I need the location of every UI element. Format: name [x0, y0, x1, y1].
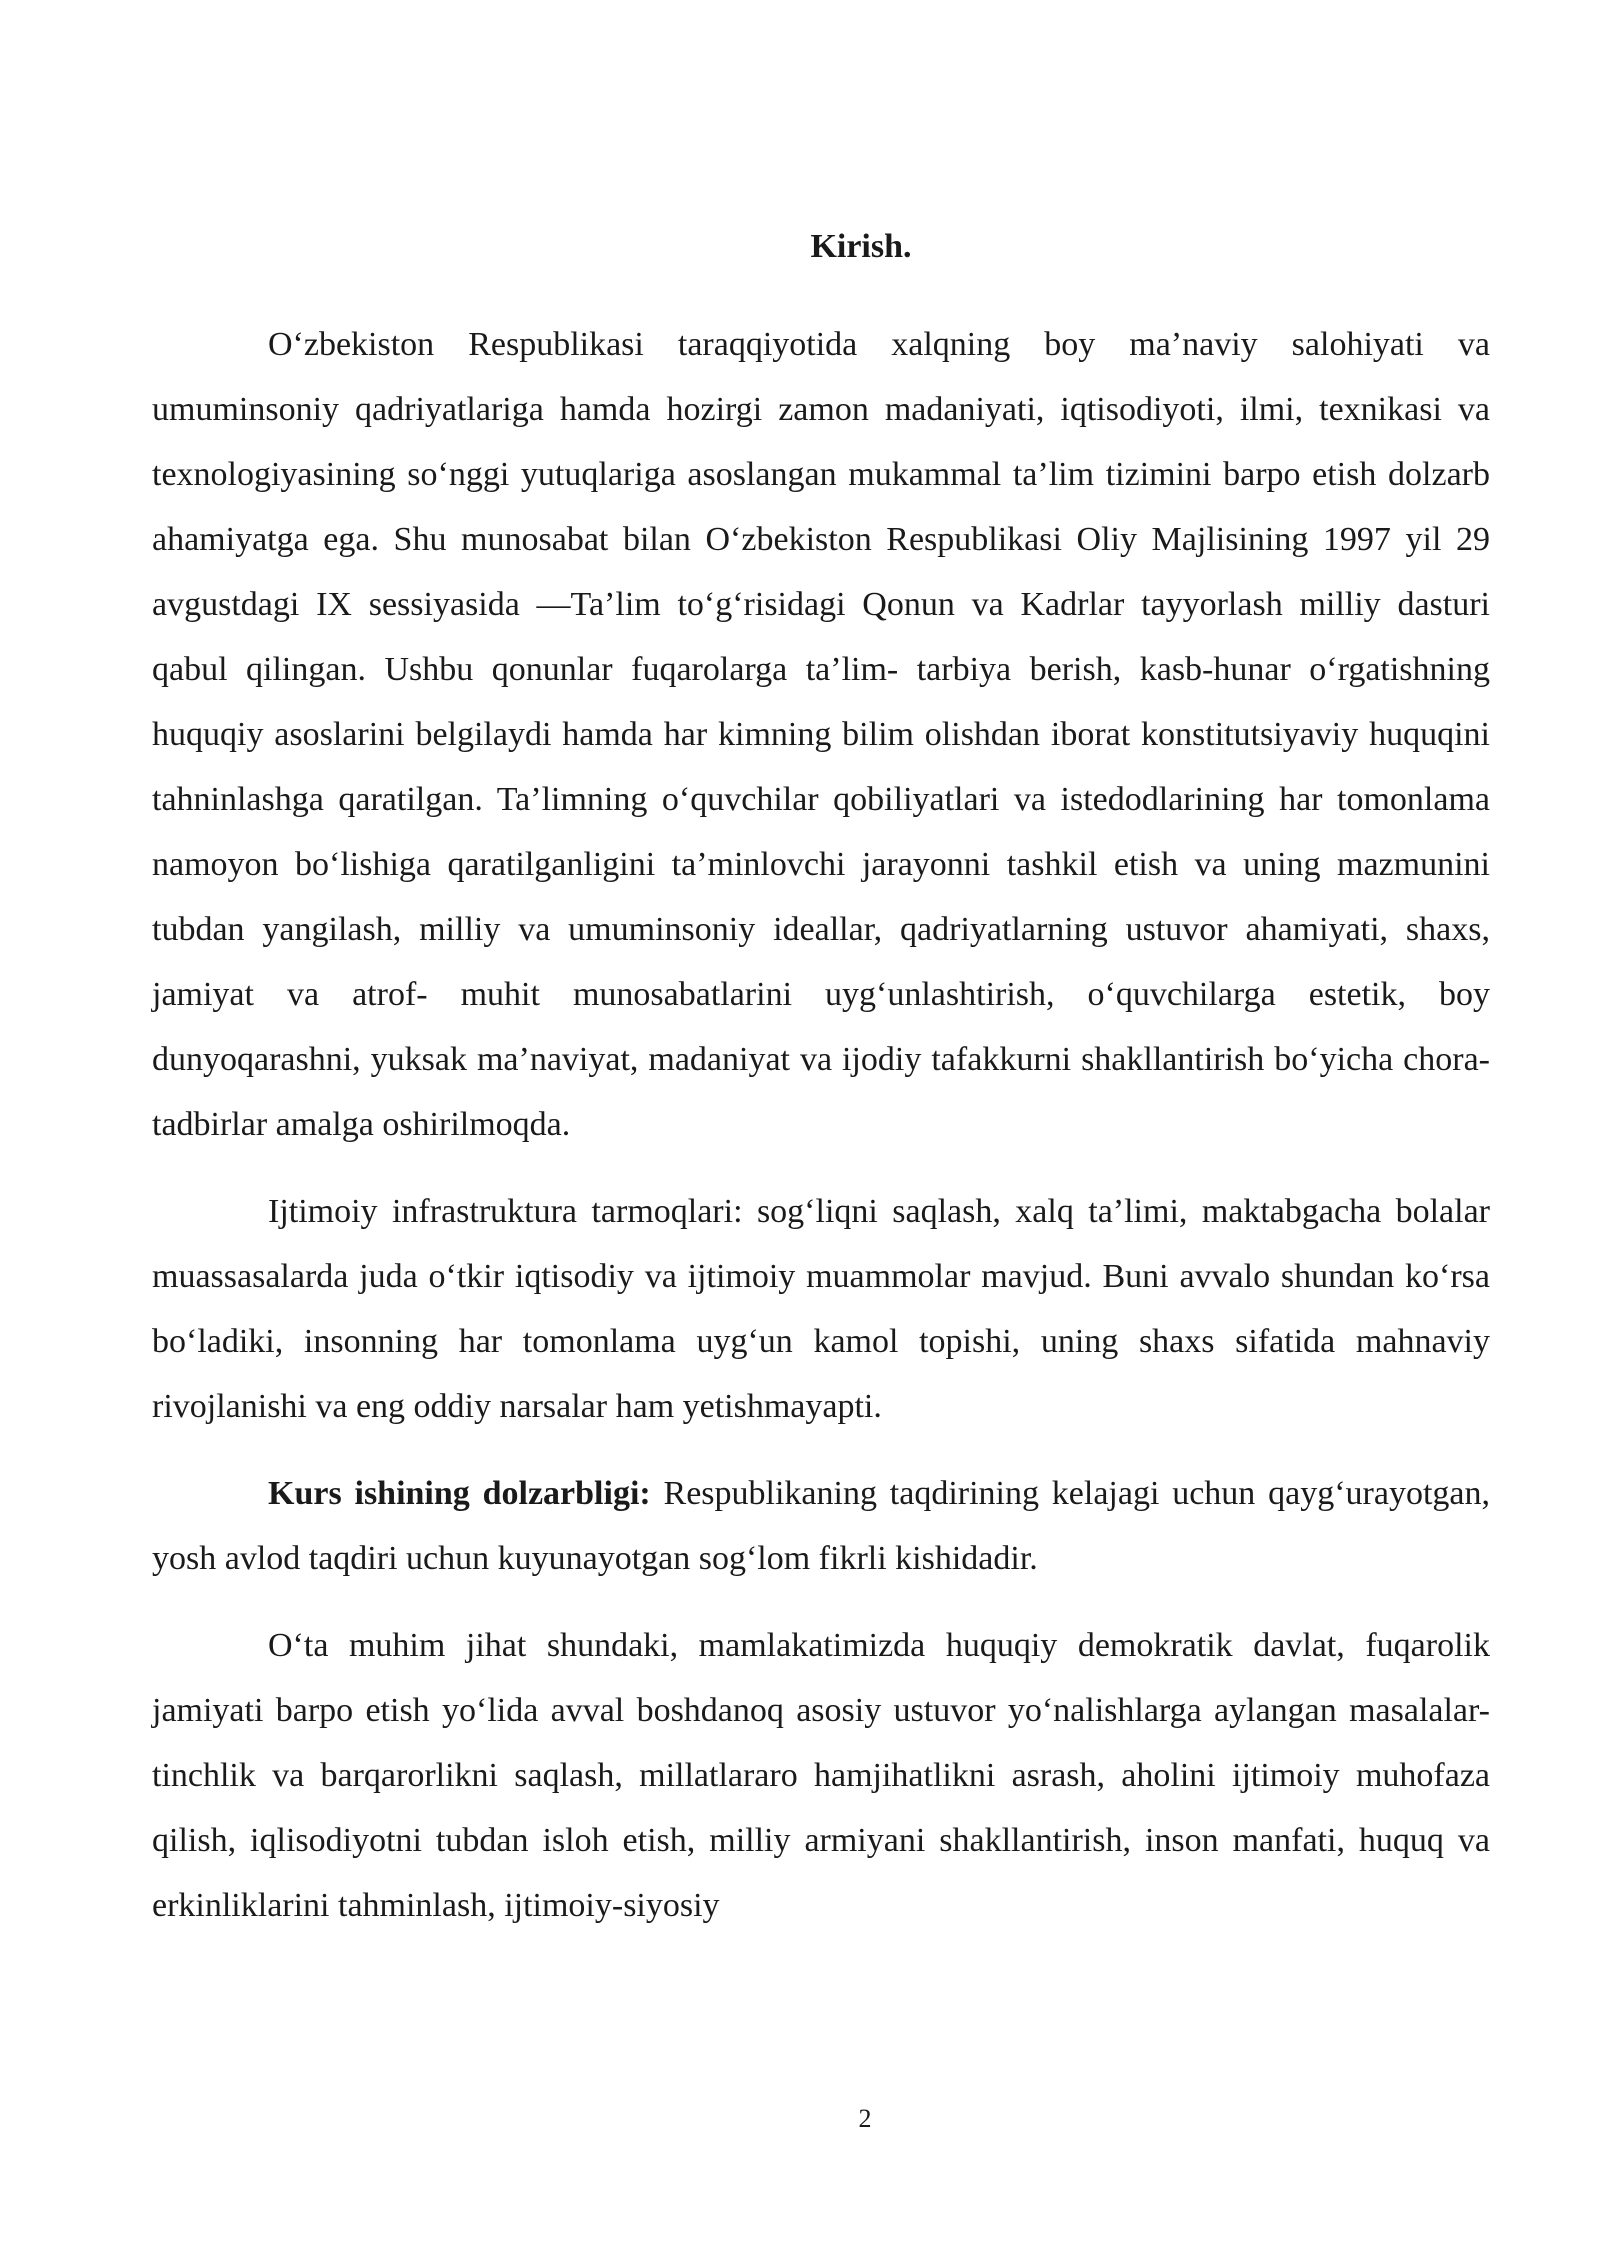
page-title: Kirish.: [810, 228, 912, 265]
paragraph-4: [152, 1613, 1490, 1938]
paragraph-3-text: Respublikaning taqdirining kelajagi uchun qayg‘urayotgan, yosh avlod taqdiri uchun kuyunayotgan sog‘lom fikrli kishidadir.: [152, 1475, 1490, 1577]
paragraph-2-text: Ijtimoiy infrastruktura tarmoqlari: sog‘liqni saqlash, xalq ta’limi, maktabgacha bolalar muassasalarda juda o‘tkir iqtisodiy va ijtimoiy muammolar mavjud. Buni avvalo shundan ko‘rsa bo‘ladiki, insonning har tomonlama uyg‘un kamol topishi, uning shaxs sifatida mahnaviy rivojlanishi va eng oddiy narsalar ham yetishmayapti.: [152, 1193, 1490, 1425]
page-content: [152, 222, 1490, 1960]
page-number: 2: [858, 2104, 872, 2133]
paragraph-3-lead: Kurs ishining dolzarbligi:: [268, 1475, 651, 1512]
paragraph-1-text: O‘zbekiston Respublikasi taraqqiyotida xalqning boy ma’naviy salohiyati va umuminsoniy qadriyatlariga hamda hozirgi zamon madaniyati, iqtisodiyoti, ilmi, texnikasi va texnologiyasining so‘nggi yutuqlariga asoslangan mukammal ta’lim tizimini barpo etish dolzarb ahamiyatga ega. Shu munosabat bilan O‘zbekiston Respublikasi Oliy Majlisining 1997 yil 29 avgustdagi IX sessiyasida ―Ta’lim to‘g‘risidagi Qonun va Kadrlar tayyorlash milliy dasturi qabul qilingan. Ushbu qonunlar fuqarolarga ta’lim- tarbiya berish, kasb-hunar o‘rgatishning huquqiy asoslarini belgilaydi hamda har kimning bilim olishdan iborat konstitutsiyaviy huquqini tahninlashga qaratilgan. Ta’limning o‘quvchilar qobiliyatlari va istedodlarining har tomonlama namoyon bo‘lishiga qaratilganligini ta’minlovchi jarayonni tashkil etish va uning mazmunini tubdan yangilash, milliy va umuminsoniy ideallar, qadriyatlarning ustuvor ahamiyati, shaxs, jamiyat va atrof- muhit munosabatlarini uyg‘unlashtirish, o‘quvchilarga estetik, boy dunyoqarashni, yuksak ma’naviyat, madaniyat va ijodiy tafakkurni shakllantirish bo‘yicha chora- tadbirlar amalga oshirilmoqda.: [152, 326, 1490, 1143]
paragraph-3: [152, 1461, 1490, 1591]
paragraph-2: [152, 1179, 1490, 1439]
paragraph-1: [152, 312, 1490, 1157]
paragraph-4-text: O‘ta muhim jihat shundaki, mamlakatimizda huquqiy demokratik davlat, fuqarolik jamiyati barpo etish yo‘lida avval boshdanoq asosiy ustuvor yo‘nalishlarga aylangan masalalar- tinchlik va barqarorlikni saqlash, millatlararo hamjihatlikni asrash, aholini ijtimoiy muhofaza qilish, iqlisodiyotni tubdan isloh etish, milliy armiyani shakllantirish, inson manfati, huquq va erkinliklarini tahminlash, ijtimoiy-siyosiy: [152, 1627, 1490, 1924]
